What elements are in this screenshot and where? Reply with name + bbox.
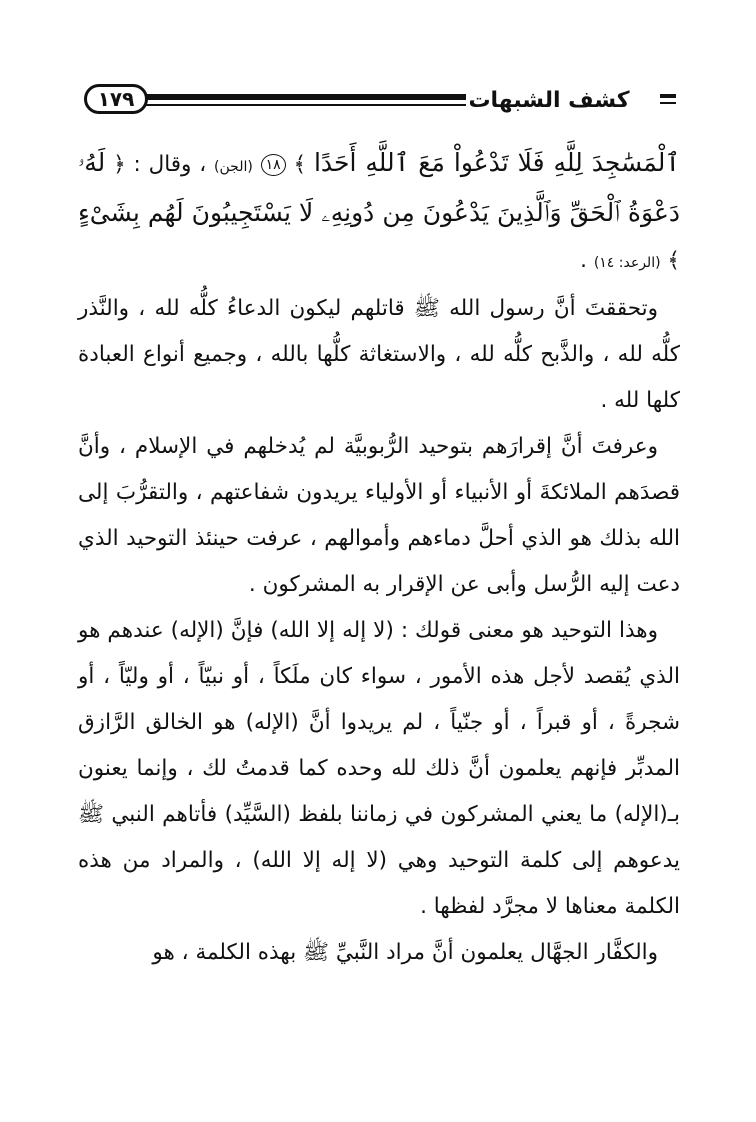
page-body [78,140,680,976]
paragraph-lordship: وعرفتَ أنَّ إقرارَهم بتوحيد الرُّبوبيَّة لم يُدخلهم في الإسلام ، وأنَّ قصدَهم الملائكةَ أو الأنبياء أو الأولياء يريدون شفاعتهم ، والتقرُّبَ إلى الله بذلك هو الذي أحلَّ دماءهم وأموالهم ، عرفت حينئذ التوحيد الذي دعت إليه الرُّسل وأبى عن الإقرار به المشركون . [78,434,680,597]
paragraph-quran-verses [78,140,680,286]
closing-quran-bracket: ﴾ [293,152,307,177]
running-title: كشف الشبهات [468,88,630,113]
connector-text: ، وقال : [133,152,207,177]
surah-citation-jinn: (الجن) [214,159,253,175]
quran-verse-raad: لَهُۥ دَعْوَةُ ٱلْحَقِّ وَٱلَّذِينَ يَدْعُونَ مِن دُونِهِۦ لَا يَسْتَجِيبُونَ لَهُم بِشَىْءٍ [78,148,680,227]
ayah-number-marker: ١٨ [261,154,286,176]
paragraph-disbelievers: والكفَّار الجهَّال يعلمون أنَّ مراد النَّبيِّ ﷺ بهذه الكلمة ، هو [152,940,658,965]
paragraph-end-mark: . [580,248,587,273]
paragraph-worship: وتحققتَ أنَّ رسول الله ﷺ قاتلهم ليكون الدعاءُ كلُّه لله ، والنَّذر كلُّه لله ، والذَّبح كلُّه لله ، والاستغاثة كلُّها بالله ، وجميع أنواع العبادة كلها لله . [78,296,680,413]
header-ornament [660,94,676,104]
header-rule-thick [146,94,466,100]
paragraph-tawhid-meaning: وهذا التوحيد هو معنى قولك : (لا إله إلا الله) فإنَّ (الإله) عندهم هو الذي يُقصد لأجل هذه الأمور ، سواء كان ملَكاً ، أو نبيّاً ، أو وليّاً ، أو شجرةً ، أو قبراً ، أو جنّياً ، لم يريدوا أنَّ (الإله) هو الخالق الرَّازق المدبِّر فإنهم يعلمون أنَّ ذلك لله وحده كما قدمتُ لك ، وإنما يعنون بـ(الإله) ما يعني المشركون في زماننا بلفظ (السَّيِّد) فأتاهم النبي ﷺ يدعوهم إلى كلمة التوحيد وهي (لا إله إلا الله) ، والمراد من هذه الكلمة معناها لا مجرَّد لفظها . [78,618,680,919]
running-header [84,80,676,120]
opening-quran-bracket: ﴿ [113,152,126,177]
header-rule-thin [146,104,466,106]
closing-quran-bracket-2: ﴾ [667,248,680,273]
surah-citation-raad: (الرعد: ١٤) [593,255,661,271]
page-number: ١٧٩ [84,84,148,114]
quran-verse-jinn: ٱلْمَسَٰجِدَ لِلَّهِ فَلَا تَدْعُواْ مَعَ ٱللَّهِ أَحَدًا [313,148,680,177]
